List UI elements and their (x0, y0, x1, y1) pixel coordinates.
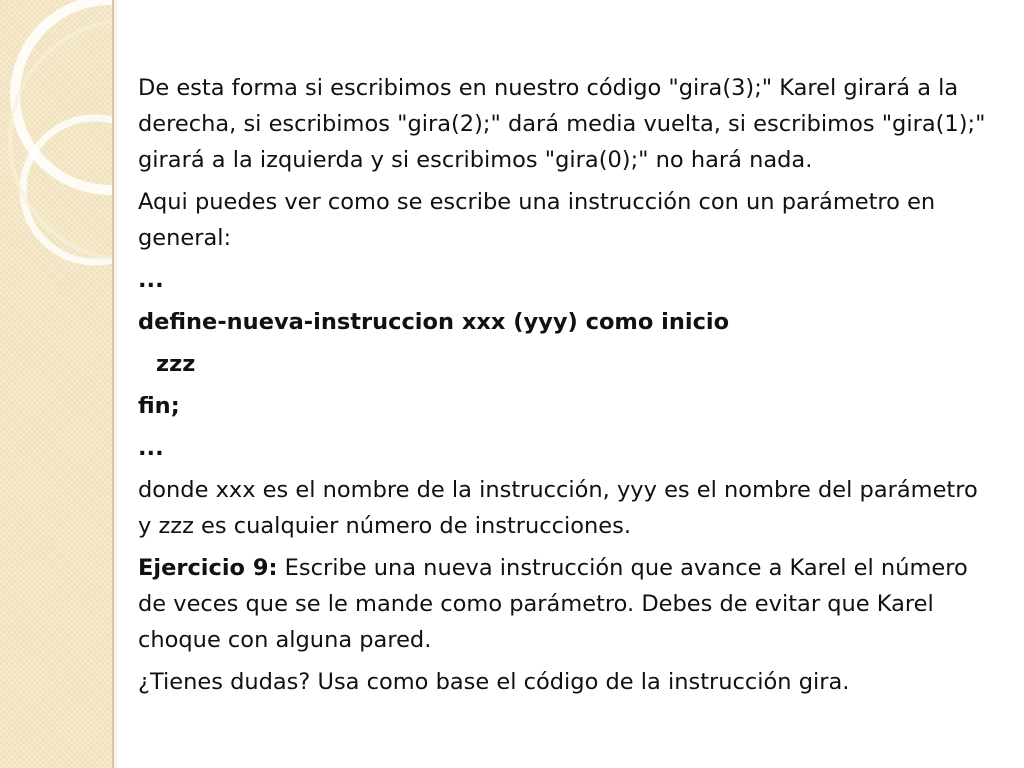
slide-content (138, 70, 990, 706)
paragraph-exercise (138, 550, 990, 658)
code-ellipsis-top: ... (138, 267, 164, 293)
decorative-rings (0, 0, 112, 768)
paragraph-instruction-intro: Aqui puedes ver como se escribe una instrucción con un parámetro en general: (138, 189, 936, 251)
code-body-line: zzz (156, 351, 196, 377)
exercise-text: Escribe una nueva instrucción que avance a Karel el número de veces que se le mande como parámetro. Debes de evitar que Karel choque con alguna pared. (138, 555, 968, 653)
code-ellipsis-bottom: ... (138, 435, 164, 461)
paragraph-hint: ¿Tienes dudas? Usa como base el código de la instrucción gira. (138, 669, 850, 695)
paragraph-gira-explanation: De esta forma si escribimos en nuestro código "gira(3);" Karel girará a la derecha, si escribimos "gira(2);" dará media vuelta, si escribimos "gira(1);" girará a la izquierda y si escribimos "gira(0);" no hará nada. (138, 75, 986, 173)
code-end-line: fin; (138, 393, 180, 419)
code-define-line: define-nueva-instruccion xxx (yyy) como inicio (138, 309, 730, 335)
exercise-label: Ejercicio 9: (138, 555, 278, 581)
band-shadow (114, 0, 120, 768)
decorative-side-band (0, 0, 112, 768)
paragraph-definition-explanation: donde xxx es el nombre de la instrucción, yyy es el nombre del parámetro y zzz es cualquier número de instrucciones. (138, 477, 978, 539)
